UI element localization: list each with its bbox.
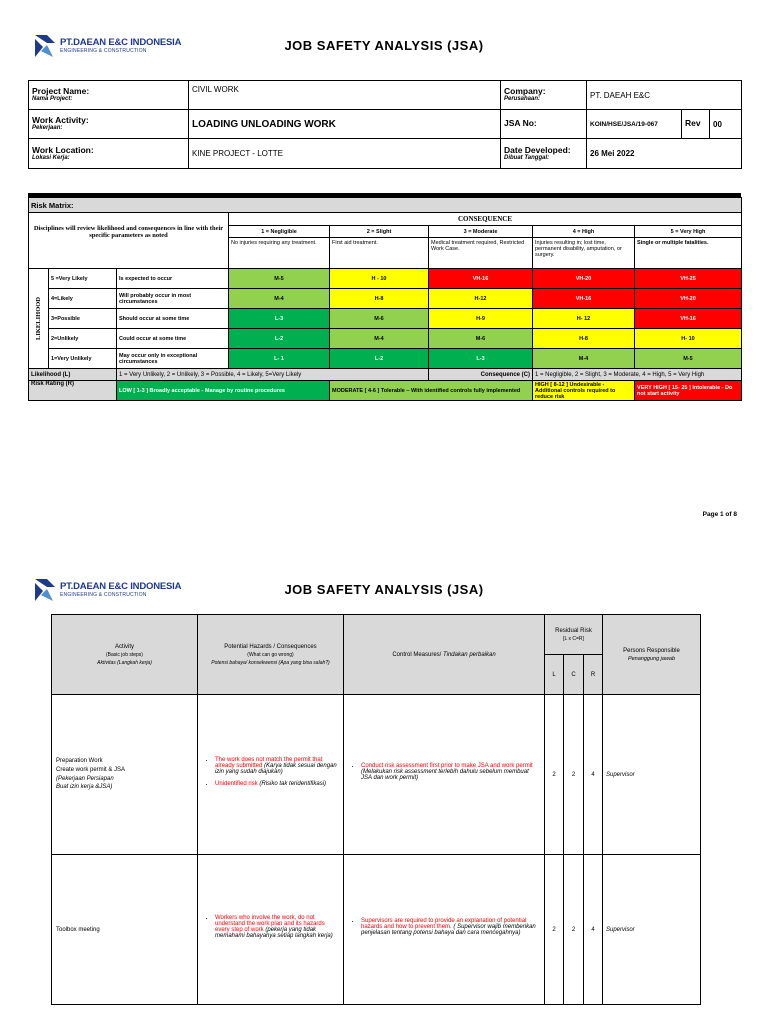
risk-cell-3-2: M-6 xyxy=(330,309,429,329)
activity-label-cell xyxy=(29,110,189,139)
jsa-table xyxy=(51,614,701,1005)
header-persons-label: Persons Responsible xyxy=(623,647,680,654)
rating-moderate: MODERATE [ 4-6 ] Tolerable – With identified controls fully implemented xyxy=(330,381,533,401)
risk-matrix-table xyxy=(28,197,742,401)
header-hazards-sub2: Potensi bahaya/ konsekwensi (Apa yang bisa salah?) xyxy=(211,659,330,666)
location-sub-label: Lokasi Kerja: xyxy=(32,154,70,161)
likelihood-desc-5: Is expected to occur xyxy=(117,269,229,289)
date-label-cell xyxy=(501,139,587,169)
likelihood-level-1: 1=Very Unlikely xyxy=(49,349,117,369)
consequence-key: 1 = Negligible, 2 = Slight, 3 = Moderate, 4 = High, 5 = Very High xyxy=(533,369,742,381)
location-label: Work Location: xyxy=(32,144,94,155)
hazard-item xyxy=(215,915,340,939)
risk-cell-1-2: L-2 xyxy=(330,349,429,369)
risk-cell-4-2: H-8 xyxy=(330,289,429,309)
consequence-desc-5: Single or multiple fatalities. xyxy=(635,238,742,269)
likelihood-desc-4: Will probably occur in most circumstances xyxy=(117,289,229,309)
header-controls-label: Control Measures/ xyxy=(392,651,442,658)
risk-cell-5-5: VH-25 xyxy=(635,269,742,289)
hazards-list xyxy=(201,915,340,939)
date-sub-label: Dibuat Tanggal: xyxy=(504,154,550,161)
risk-r: 4 xyxy=(584,855,603,1005)
page-number: Page 1 of 8 xyxy=(702,511,737,518)
controls-cell xyxy=(344,695,545,855)
company-name: PT.DAEAN E&C INDONESIA xyxy=(60,580,182,592)
hazards-cell xyxy=(198,855,344,1005)
date-label: Date Developed: xyxy=(504,144,571,155)
controls-cell xyxy=(344,855,545,1005)
activity-line: Preparation Work xyxy=(56,758,103,765)
header-activity xyxy=(52,615,198,695)
header-hazards xyxy=(198,615,344,695)
activity-value: LOADING UNLOADING WORK xyxy=(189,110,501,139)
risk-matrix-intro: Disciplines will review likelihood and consequences in line with their specific parameters as noted xyxy=(29,213,229,269)
hazard-item xyxy=(215,781,340,787)
risk-l: 2 xyxy=(545,695,564,855)
header-residual-sub: [L x C=R] xyxy=(563,635,584,642)
consequence-desc-3: Medical treatment required, Restricted Work Case. xyxy=(429,238,533,269)
company-subtitle: ENGINEERING & CONSTRUCTION xyxy=(60,592,147,599)
jsa-no-value: KOIN/HSE/JSA/19-067 xyxy=(587,110,682,139)
hazards-list xyxy=(201,757,340,787)
activity-line: (Pekerjaan Persiapan xyxy=(56,775,114,782)
rating-high: HIGH [ 8-12 ] Undesirable - Additional controls required to reduce risk xyxy=(533,381,635,401)
header-controls xyxy=(344,615,545,695)
likelihood-desc-3: Should occur at some time xyxy=(117,309,229,329)
project-label: Project Name: xyxy=(32,86,90,97)
person-responsible: Supervisor xyxy=(603,695,701,855)
consequence-label-2: 2 = Slight xyxy=(330,226,429,238)
likelihood-level-3: 3=Possible xyxy=(49,309,117,329)
risk-cell-4-1: M-4 xyxy=(229,289,330,309)
risk-cell-3-5: VH-16 xyxy=(635,309,742,329)
activity-label: Work Activity: xyxy=(32,115,89,126)
consequence-key-label: Consequence (C) xyxy=(429,369,533,381)
risk-l: 2 xyxy=(545,855,564,1005)
rating-low: LOW [ 1-3 ] Broadly acceptable - Manage by routine procedures xyxy=(117,381,330,401)
risk-cell-2-2: M-4 xyxy=(330,329,429,349)
likelihood-key: 1 = Very Unlikely, 2 = Unlikely, 3 = Possible, 4 = Likely, 5=Very Likely xyxy=(117,369,429,381)
project-info-table xyxy=(28,80,742,169)
hazards-cell xyxy=(198,695,344,855)
likelihood-header: LIKELIHOOD xyxy=(35,297,42,340)
hazard-text: The work does not match the permit that already submitted xyxy=(215,756,323,769)
risk-r: 4 xyxy=(584,695,603,855)
hazard-translation: (Risiko tak teridentifikasi) xyxy=(259,780,327,787)
hazard-translation: (pekerja yang tidak memahami bahayanya setiap langkah kerja) xyxy=(215,926,333,939)
page-title-2: JOB SAFETY ANALYSIS (JSA) xyxy=(284,582,484,597)
risk-c: 2 xyxy=(564,695,584,855)
risk-cell-2-4: H-8 xyxy=(533,329,635,349)
control-translation: (Melakukan risk assessment terlebih dahulu sebelum membuat JSA dan work permit) xyxy=(361,768,529,781)
location-label-cell xyxy=(29,139,189,169)
risk-cell-1-1: L- 1 xyxy=(229,349,330,369)
company-label-cell xyxy=(501,81,587,110)
risk-rating-label: Risk Rating (R) xyxy=(29,381,117,401)
header-activity-label: Activity xyxy=(114,643,134,650)
risk-cell-5-4: VH-20 xyxy=(533,269,635,289)
consequence-label-3: 3 = Moderate xyxy=(429,226,533,238)
consequence-header: CONSEQUENCE xyxy=(229,213,742,226)
risk-cell-3-1: L-3 xyxy=(229,309,330,329)
risk-cell-5-3: VH-16 xyxy=(429,269,533,289)
risk-cell-4-5: VH-20 xyxy=(635,289,742,309)
risk-cell-3-4: H- 12 xyxy=(533,309,635,329)
project-label-cell xyxy=(29,81,189,110)
header-l: L xyxy=(545,655,564,695)
risk-cell-2-3: M-6 xyxy=(429,329,533,349)
jsa-no-label: JSA No: xyxy=(501,110,587,139)
risk-cell-1-5: M-5 xyxy=(635,349,742,369)
risk-cell-2-1: L-2 xyxy=(229,329,330,349)
location-value: KINE PROJECT - LOTTE xyxy=(189,139,501,169)
likelihood-level-5: 5 =Very Likely xyxy=(49,269,117,289)
project-value: CIVIL WORK xyxy=(189,81,501,110)
consequence-desc-2: First aid treatment. xyxy=(330,238,429,269)
risk-c: 2 xyxy=(564,855,584,1005)
activity-cell xyxy=(52,695,198,855)
risk-cell-5-1: M-5 xyxy=(229,269,330,289)
header-persons xyxy=(603,615,701,695)
header-controls-sub: Tindakan perbaikan xyxy=(443,651,496,658)
likelihood-key-label: Likelihood (L) xyxy=(29,369,117,381)
company-sub-label: Perusahaan: xyxy=(504,96,541,103)
date-value: 26 Mei 2022 xyxy=(587,139,742,169)
consequence-label-5: 5 = Very High xyxy=(635,226,742,238)
page-title: JOB SAFETY ANALYSIS (JSA) xyxy=(284,38,484,53)
header-activity-sub1: (Basic job steps) xyxy=(106,651,143,658)
consequence-desc-1: No injuries requiring any treatment. xyxy=(229,238,330,269)
header-r: R xyxy=(584,655,603,695)
hazard-text: Unidentified risk xyxy=(215,780,258,787)
control-text: Supervisors are required to provide an explanation of potential hazards and how to prevent them. xyxy=(361,917,527,930)
header-c: C xyxy=(564,655,584,695)
activity-line: Create work permit & JSA xyxy=(56,766,126,773)
table-row xyxy=(52,855,701,1005)
table-row xyxy=(52,695,701,855)
hazard-translation: (Karya tidak sesuai dengan izin yang sudah diajukan) xyxy=(215,762,337,775)
activity-sub-label: Pekerjaan: xyxy=(32,125,63,132)
rating-very-high: VERY HIGH [ 15- 25 ] Intolerable - Do not start activity xyxy=(635,381,742,401)
company-subtitle: ENGINEERING & CONSTRUCTION xyxy=(60,48,147,55)
company-name: PT.DAEAN E&C INDONESIA xyxy=(60,36,182,48)
project-sub-label: Nama Project: xyxy=(32,96,73,103)
header-hazards-label: Potential Hazards / Consequences xyxy=(224,643,317,650)
activity-cell: Toolbox meeting xyxy=(52,855,198,1005)
header-residual xyxy=(545,615,603,655)
rev-value: 00 xyxy=(710,110,742,139)
hazard-item xyxy=(215,757,340,775)
likelihood-level-2: 2=Unlikely xyxy=(49,329,117,349)
control-text: Conduct risk assessment first prior to make JSA and work permit xyxy=(361,762,533,769)
risk-cell-5-2: H - 10 xyxy=(330,269,429,289)
company-value: PT. DAEAH E&C xyxy=(587,81,742,110)
consequence-desc-4: Injuries resulting in; lost time, permanent disability, amputation, or surgery. xyxy=(533,238,635,269)
risk-cell-4-3: H-12 xyxy=(429,289,533,309)
likelihood-level-4: 4=Likely xyxy=(49,289,117,309)
risk-cell-4-4: VH-16 xyxy=(533,289,635,309)
control-translation: ( Supervisor wajib memberikan penjelasan tentang potensi bahaya dan cara mencegahnya) xyxy=(361,923,536,936)
likelihood-desc-2: Could occur at some time xyxy=(117,329,229,349)
risk-matrix-title: Risk Matrix: xyxy=(29,198,742,213)
header-residual-label: Residual Risk xyxy=(555,627,592,634)
rev-label: Rev xyxy=(682,110,710,139)
control-item xyxy=(361,763,541,781)
risk-cell-1-4: M-4 xyxy=(533,349,635,369)
consequence-label-1: 1 = Negligible xyxy=(229,226,330,238)
risk-cell-3-3: H-9 xyxy=(429,309,533,329)
hazard-text: Workers who involve the work, do not understand the work plan and its hazards every step of work xyxy=(215,914,325,933)
activity-line: Buat izin kerja &JSA) xyxy=(56,784,113,791)
likelihood-desc-1: May occur only in exceptional circumstances xyxy=(117,349,229,369)
header-activity-sub2: Aktivitas (Langkah kerja) xyxy=(97,659,152,666)
risk-cell-1-3: L-3 xyxy=(429,349,533,369)
consequence-label-4: 4 = High xyxy=(533,226,635,238)
control-item xyxy=(361,918,541,936)
likelihood-header-cell xyxy=(29,269,49,369)
person-responsible: Supervisor xyxy=(603,855,701,1005)
company-label: Company: xyxy=(504,86,546,97)
controls-list xyxy=(347,763,541,781)
header-hazards-sub1: (What can go wrong) xyxy=(247,651,294,658)
header-persons-sub: Penanggung jawab xyxy=(627,655,676,662)
risk-cell-2-5: H- 10 xyxy=(635,329,742,349)
controls-list xyxy=(347,918,541,936)
